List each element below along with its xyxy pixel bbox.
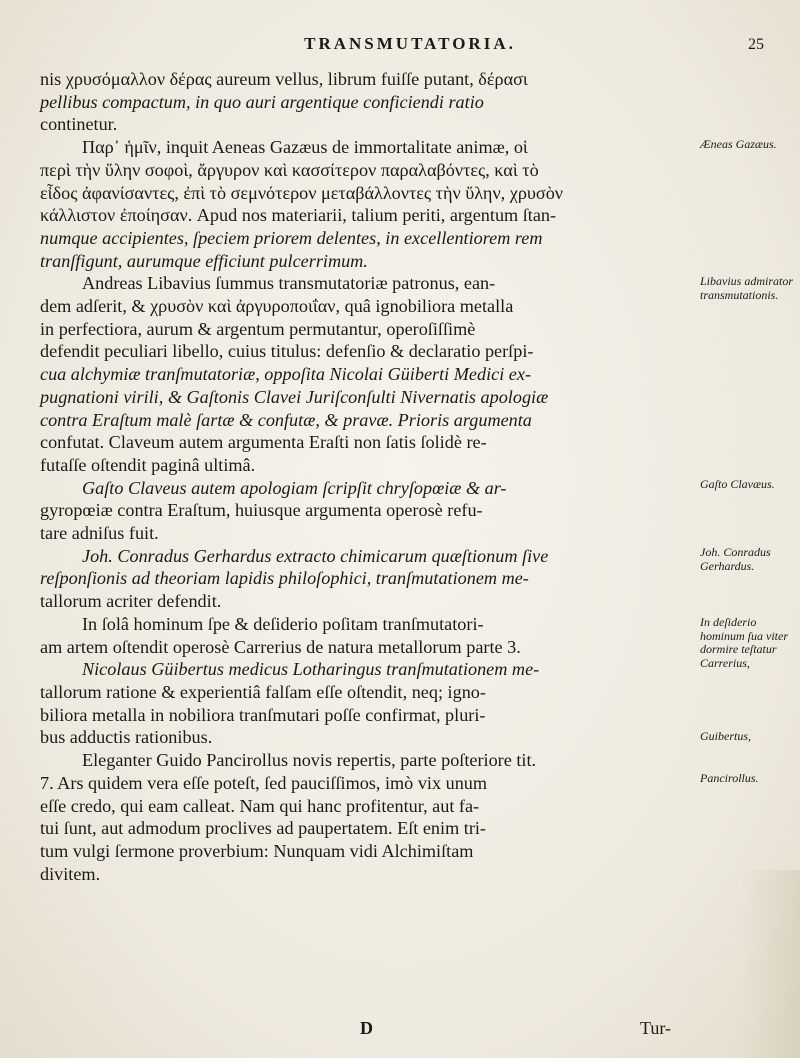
running-title: TRANSMUTATORIA. <box>304 34 516 53</box>
margin-note-libavius: Libavius admirator transmutationis. <box>700 274 794 302</box>
text-line: futaſſe oſtendit paginâ ultimâ. <box>40 454 256 475</box>
margin-note-gazaeus: Æneas Gazæus. <box>700 137 777 151</box>
text-line: reſponſionis ad theoriam lapidis philoſophici, tranſmutationem me- <box>40 568 529 589</box>
text-line: Eleganter Guido Pancirollus novis repertis, parte poſteriore tit. <box>82 750 537 771</box>
main-text <box>40 68 690 885</box>
text-line: tum vulgi ſermone proverbium: Nunquam vidi Alchimiſtam <box>40 840 474 861</box>
text-line: εἶδος ἀφανίσαντες, ἐπὶ τὸ σεμνότερον μεταβάλλοντες τὴν ὕλην, χρυσὸν <box>40 182 564 203</box>
margin-note-gerhardus: Joh. Conradus Gerhardus. <box>700 545 771 573</box>
text-line: tranſfigunt, aurumque efficiunt pulcerrimum. <box>40 250 368 271</box>
margin-note-clavaeus: Gaſto Clavæus. <box>700 477 775 491</box>
text-line: 7. Ars quidem vera eſſe poteſt, ſed pauciſſimos, imò vix unum <box>40 772 488 793</box>
text-line: In ſolâ hominum ſpe & deſiderio poſitam tranſmutatori- <box>82 613 484 634</box>
signature-mark: D <box>360 1018 373 1038</box>
text-line: nis χρυσόμαλλον δέρας aureum vellus, librum fuiſſe putant, δέρασι <box>40 69 528 89</box>
text-line: in perfectiora, aurum & argentum permutantur, operoſiſſimè <box>40 318 476 339</box>
text-line: numque accipientes, ſpeciem priorem delentes, in excellentiorem rem <box>40 227 543 248</box>
text-line: tallorum ratione & experientiâ falſam eſſe oſtendit, neq; igno- <box>40 681 486 702</box>
text-line: Nicolaus Güibertus medicus Lotharingus tranſmutationem me- <box>82 659 540 680</box>
margin-note-guibertus: Guibertus, <box>700 729 751 743</box>
margin-note-pancirollus: Pancirollus. <box>700 771 759 785</box>
text-line: περὶ τὴν ὕλην σοφοὶ, ἄργυρον καὶ κασσίτερον παραλαβόντες, καὶ τὸ <box>40 159 539 180</box>
text-line: pugnationi virili, & Gaſtonis Clavei Juriſconſulti Nivernatis apologiæ <box>40 386 549 407</box>
text-line: κάλλιστον ἐποίησαν. Apud nos materiarii, talium periti, argentum ſtan- <box>40 205 557 226</box>
text-line: tare adniſus fuit. <box>40 523 159 544</box>
text-line: Joh. Conradus Gerhardus extracto chimicarum quæſtionum ſive <box>82 545 549 566</box>
margin-note-desiderio: In deſiderio hominum ſua viter dormire teſtatur Carrerius, <box>700 615 788 670</box>
text-line: pellibus compactum, in quo auri argentique conficiendi ratio <box>40 91 484 112</box>
page-number: 25 <box>748 36 764 53</box>
text-line: gyropœiæ contra Eraſtum, huiusque argumenta operosè refu- <box>40 500 483 521</box>
text-line: am artem oſtendit operosè Carrerius de natura metallorum parte 3. <box>40 636 521 657</box>
text-line: dem adſerit, & χρυσὸν καὶ ἀργυροποιΐαν, quâ ignobiliora metalla <box>40 296 514 317</box>
text-line: biliora metalla in nobiliora tranſmutari poſſe confirmat, pluri- <box>40 704 486 725</box>
text-line: continetur. <box>40 114 118 135</box>
catchword: Tur- <box>640 1018 671 1038</box>
text-line: tallorum acriter defendit. <box>40 591 222 612</box>
text-line: Andreas Libavius ſummus transmutatoriæ patronus, ean- <box>82 273 496 294</box>
text-line: bus adductis rationibus. <box>40 727 213 748</box>
text-line: defendit peculiari libello, cuius titulus: defenſio & declaratio perſpi- <box>40 341 534 362</box>
text-line: eſſe credo, qui eam calleat. Nam qui hanc profitentur, aut fa- <box>40 795 480 816</box>
text-line: confutat. Claveum autem argumenta Eraſti non ſatis ſolidè re- <box>40 432 487 453</box>
text-line: contra Eraſtum malè ſartæ & confutæ, & pravæ. Prioris argumenta <box>40 409 532 430</box>
text-line: Παρ᾽ ἡμῖν, inquit Aeneas Gazæus de immortalitate animæ, οἱ <box>82 137 528 158</box>
text-line: Gaſto Claveus autem apologiam ſcripſit chryſopœiæ & ar- <box>82 477 507 498</box>
page-edge-shadow <box>740 870 800 1058</box>
text-line: cua alchymiæ tranſmutatoriæ, oppoſita Nicolai Güiberti Medici ex- <box>40 364 532 385</box>
text-line: divitem. <box>40 863 101 884</box>
text-line: tui ſunt, aut admodum proclives ad paupertatem. Eſt enim tri- <box>40 818 486 839</box>
